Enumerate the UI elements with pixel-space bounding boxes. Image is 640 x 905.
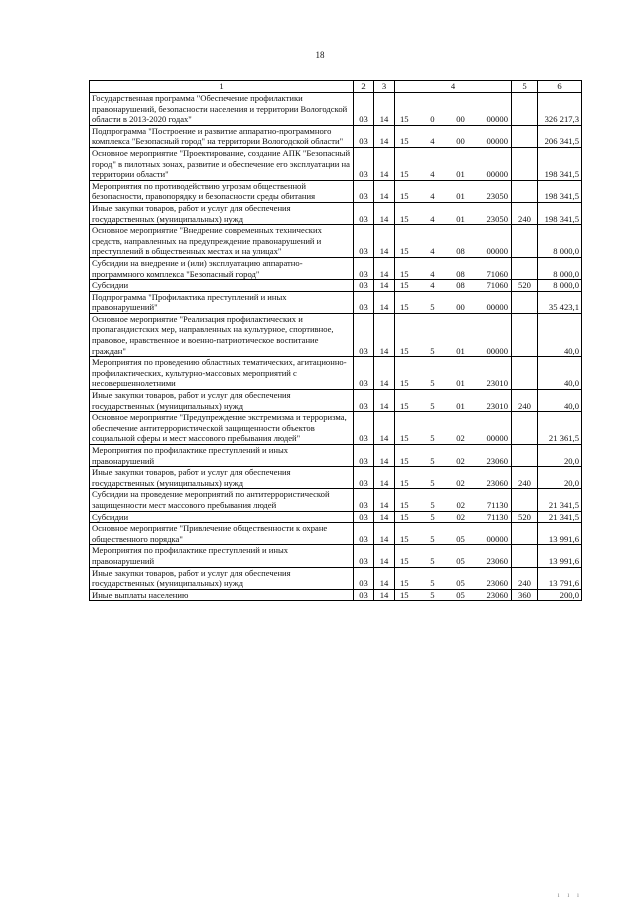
table-row: [90, 202, 582, 224]
row-sum: 40,0: [538, 313, 582, 356]
row-expense-type: [512, 291, 538, 313]
row-expense-type: [512, 445, 538, 467]
row-target-code: [395, 589, 512, 601]
row-podrazdel: 14: [374, 125, 395, 147]
target-code-parts: [395, 378, 511, 389]
row-razdel: 03: [354, 357, 374, 390]
row-name: Мероприятия по профилактике преступлений и иных правонарушений: [90, 545, 354, 567]
row-podrazdel: 14: [374, 523, 395, 545]
target-code-part: 5: [430, 589, 435, 600]
target-code-part: 05: [456, 589, 465, 600]
row-razdel: 03: [354, 225, 374, 258]
target-code-part: 02: [456, 455, 465, 466]
target-code-part: 5: [430, 455, 435, 466]
row-podrazdel: 14: [374, 147, 395, 180]
target-code-part: 71130: [486, 499, 508, 510]
row-razdel: 03: [354, 313, 374, 356]
target-code-parts: [395, 136, 511, 147]
row-razdel: 03: [354, 589, 374, 601]
table-row: [90, 567, 582, 589]
row-target-code: [395, 489, 512, 511]
target-code-parts: [395, 578, 511, 589]
table-row: [90, 523, 582, 545]
row-sum: 198 341,5: [538, 202, 582, 224]
target-code-part: 01: [456, 400, 465, 411]
row-razdel: 03: [354, 511, 374, 523]
target-code-part: 05: [456, 533, 465, 544]
target-code-part: 5: [430, 378, 435, 389]
target-code-part: 23010: [486, 400, 508, 411]
target-code-part: 5: [430, 477, 435, 488]
row-name: Основное мероприятие "Реализация профилактических и пропагандистских мер, направленных на культурное, спортивное, правовое, нравственное и военно-патриотическое воспитание граждан": [90, 313, 354, 356]
table-row: [90, 511, 582, 523]
target-code-part: 4: [430, 280, 435, 291]
row-expense-type: 360: [512, 589, 538, 601]
row-sum: 20,0: [538, 445, 582, 467]
row-target-code: [395, 313, 512, 356]
target-code-part: 05: [456, 555, 465, 566]
row-podrazdel: 14: [374, 390, 395, 412]
row-name: Субсидии: [90, 280, 354, 292]
target-code-part: 15: [400, 268, 409, 279]
target-code-part: 23060: [486, 455, 508, 466]
target-code-part: 15: [400, 433, 409, 444]
row-expense-type: 240: [512, 202, 538, 224]
target-code-parts: [395, 590, 511, 601]
row-expense-type: [512, 489, 538, 511]
target-code-part: 15: [400, 589, 409, 600]
row-name: Иные закупки товаров, работ и услуг для обеспечения государственных (муниципальных) нужд: [90, 467, 354, 489]
row-name: Мероприятия по противодействию угрозам общественной безопасности, правопорядку и безопасности среды обитания: [90, 180, 354, 202]
table-row: [90, 291, 582, 313]
target-code-parts: [395, 191, 511, 202]
row-target-code: [395, 202, 512, 224]
target-code-part: 15: [400, 246, 409, 257]
header-cell: 2: [354, 81, 374, 93]
target-code-part: 5: [430, 433, 435, 444]
target-code-part: 4: [430, 136, 435, 147]
row-razdel: 03: [354, 390, 374, 412]
target-code-part: 00: [456, 136, 465, 147]
table-row: [90, 93, 582, 126]
target-code-part: 71130: [486, 511, 508, 522]
table-row: [90, 257, 582, 279]
row-razdel: 03: [354, 445, 374, 467]
target-code-part: 4: [430, 268, 435, 279]
row-target-code: [395, 545, 512, 567]
row-podrazdel: 14: [374, 545, 395, 567]
row-expense-type: [512, 93, 538, 126]
row-sum: 200,0: [538, 589, 582, 601]
row-razdel: 03: [354, 280, 374, 292]
row-sum: 21 341,5: [538, 489, 582, 511]
page-number: 18: [315, 50, 325, 60]
row-podrazdel: 14: [374, 313, 395, 356]
row-razdel: 03: [354, 567, 374, 589]
row-podrazdel: 14: [374, 489, 395, 511]
target-code-parts: [395, 302, 511, 313]
row-name: Мероприятия по проведению областных тематических, агитационно-профилактических, культурно-массовых мероприятий с несовершеннолетними: [90, 357, 354, 390]
row-name: Иные закупки товаров, работ и услуг для обеспечения государственных (муниципальных) нужд: [90, 390, 354, 412]
table-row: [90, 225, 582, 258]
row-name: Основное мероприятие "Привлечение общественности к охране общественного порядка": [90, 523, 354, 545]
row-expense-type: [512, 257, 538, 279]
table-row: [90, 489, 582, 511]
row-razdel: 03: [354, 125, 374, 147]
row-name: Основное мероприятие "Проектирование, создание АПК "Безопасный город" в пилотных зонах, развитие и обеспечение его эксплуатации на территории области": [90, 147, 354, 180]
row-razdel: 03: [354, 147, 374, 180]
table-row: [90, 280, 582, 292]
row-name: Иные выплаты населению: [90, 589, 354, 601]
target-code-part: 00000: [486, 533, 508, 544]
row-expense-type: [512, 313, 538, 356]
target-code-parts: [395, 433, 511, 444]
row-podrazdel: 14: [374, 511, 395, 523]
row-expense-type: 520: [512, 511, 538, 523]
header-cell: 3: [374, 81, 395, 93]
target-code-part: 15: [400, 345, 409, 356]
target-code-part: 01: [456, 345, 465, 356]
row-name: Иные закупки товаров, работ и услуг для обеспечения государственных (муниципальных) нужд: [90, 567, 354, 589]
row-sum: 40,0: [538, 357, 582, 390]
target-code-part: 0: [430, 114, 435, 125]
target-code-part: 5: [430, 400, 435, 411]
row-razdel: 03: [354, 291, 374, 313]
row-expense-type: [512, 147, 538, 180]
target-code-parts: [395, 401, 511, 412]
row-sum: 13 791,6: [538, 567, 582, 589]
table-row: [90, 313, 582, 356]
row-sum: 8 000,0: [538, 257, 582, 279]
row-name: Иные закупки товаров, работ и услуг для обеспечения государственных (муниципальных) нужд: [90, 202, 354, 224]
row-expense-type: [512, 412, 538, 445]
row-podrazdel: 14: [374, 93, 395, 126]
target-code-part: 00: [456, 114, 465, 125]
target-code-part: 15: [400, 477, 409, 488]
row-podrazdel: 14: [374, 412, 395, 445]
row-podrazdel: 14: [374, 202, 395, 224]
row-sum: 21 361,5: [538, 412, 582, 445]
row-name: Основное мероприятие "Предупреждение экстремизма и терроризма, обеспечение антитеррористической защищенности объектов социальной сферы и мест массового пребывания людей": [90, 412, 354, 445]
row-name: Субсидии на проведение мероприятий по антитеррористической защищенности мест массового пребывания людей: [90, 489, 354, 511]
row-razdel: 03: [354, 489, 374, 511]
table-row: [90, 390, 582, 412]
header-row: [90, 81, 582, 93]
target-code-parts: [395, 280, 511, 291]
header-cell: 5: [512, 81, 538, 93]
row-podrazdel: 14: [374, 567, 395, 589]
row-podrazdel: 14: [374, 225, 395, 258]
target-code-part: 08: [456, 268, 465, 279]
header-cell: 4: [395, 81, 512, 93]
target-code-part: 02: [456, 433, 465, 444]
target-code-part: 15: [400, 114, 409, 125]
row-name: Субсидии на внедрение и (или) эксплуатацию аппаратно-программного комплекса "Безопасный город": [90, 257, 354, 279]
row-name: Подпрограмма "Профилактика преступлений и иных правонарушений": [90, 291, 354, 313]
target-code-part: 00: [456, 302, 465, 313]
row-expense-type: 240: [512, 390, 538, 412]
target-code-part: 15: [400, 400, 409, 411]
target-code-part: 23050: [486, 191, 508, 202]
row-name: Мероприятия по профилактике преступлений и иных правонарушений: [90, 445, 354, 467]
target-code-part: 15: [400, 302, 409, 313]
row-expense-type: 240: [512, 567, 538, 589]
target-code-parts: [395, 246, 511, 257]
target-code-part: 00000: [486, 433, 508, 444]
target-code-part: 23060: [486, 578, 508, 589]
target-code-parts: [395, 169, 511, 180]
row-expense-type: [512, 125, 538, 147]
row-name: Основное мероприятие "Внедрение современных технических средств, направленных на предупреждение правонарушений и преступлений в общественных местах и на улицах": [90, 225, 354, 258]
table-row: [90, 357, 582, 390]
target-code-part: 15: [400, 191, 409, 202]
row-sum: 198 341,5: [538, 180, 582, 202]
table-row: [90, 147, 582, 180]
row-target-code: [395, 93, 512, 126]
target-code-parts: [395, 534, 511, 545]
row-expense-type: [512, 180, 538, 202]
row-target-code: [395, 390, 512, 412]
row-target-code: [395, 257, 512, 279]
target-code-parts: [395, 478, 511, 489]
target-code-part: 5: [430, 511, 435, 522]
target-code-part: 23050: [486, 213, 508, 224]
row-podrazdel: 14: [374, 180, 395, 202]
target-code-part: 4: [430, 191, 435, 202]
row-expense-type: [512, 357, 538, 390]
target-code-part: 05: [456, 578, 465, 589]
target-code-part: 23060: [486, 555, 508, 566]
target-code-part: 00000: [486, 302, 508, 313]
row-sum: 326 217,3: [538, 93, 582, 126]
row-sum: 35 423,1: [538, 291, 582, 313]
target-code-part: 15: [400, 378, 409, 389]
target-code-part: 5: [430, 302, 435, 313]
row-expense-type: 240: [512, 467, 538, 489]
target-code-part: 01: [456, 169, 465, 180]
target-code-part: 15: [400, 280, 409, 291]
target-code-part: 02: [456, 499, 466, 510]
row-sum: 198 341,5: [538, 147, 582, 180]
row-target-code: [395, 147, 512, 180]
table-row: [90, 125, 582, 147]
target-code-part: 5: [430, 533, 435, 544]
target-code-part: 5: [430, 555, 435, 566]
target-code-parts: [395, 456, 511, 467]
target-code-parts: [395, 214, 511, 225]
row-razdel: 03: [354, 202, 374, 224]
target-code-part: 00000: [486, 345, 508, 356]
row-razdel: 03: [354, 467, 374, 489]
target-code-parts: [395, 500, 511, 511]
target-code-part: 00000: [486, 114, 508, 125]
target-code-part: 4: [430, 246, 435, 257]
row-sum: 20,0: [538, 467, 582, 489]
row-target-code: [395, 180, 512, 202]
row-sum: 206 341,5: [538, 125, 582, 147]
table-row: [90, 589, 582, 601]
row-sum: 40,0: [538, 390, 582, 412]
row-razdel: 03: [354, 257, 374, 279]
target-code-part: 15: [400, 455, 409, 466]
target-code-part: 08: [456, 280, 465, 291]
table-row: [90, 545, 582, 567]
target-code-part: 02: [456, 477, 465, 488]
target-code-part: 01: [456, 378, 465, 389]
row-expense-type: [512, 523, 538, 545]
row-podrazdel: 14: [374, 589, 395, 601]
target-code-part: 00000: [486, 169, 508, 180]
target-code-part: 23060: [486, 589, 508, 600]
row-target-code: [395, 445, 512, 467]
row-target-code: [395, 523, 512, 545]
row-sum: 13 991,6: [538, 545, 582, 567]
row-razdel: 03: [354, 523, 374, 545]
table-row: [90, 412, 582, 445]
row-razdel: 03: [354, 93, 374, 126]
target-code-parts: [395, 346, 511, 357]
row-podrazdel: 14: [374, 445, 395, 467]
row-razdel: 03: [354, 180, 374, 202]
row-target-code: [395, 412, 512, 445]
target-code-part: 15: [400, 578, 409, 589]
row-podrazdel: 14: [374, 467, 395, 489]
row-expense-type: [512, 225, 538, 258]
target-code-part: 00000: [486, 246, 508, 257]
target-code-parts: [395, 556, 511, 567]
target-code-part: 08: [456, 246, 465, 257]
target-code-part: 23010: [486, 378, 508, 389]
target-code-part: 15: [400, 169, 409, 180]
row-target-code: [395, 291, 512, 313]
target-code-part: 5: [430, 499, 435, 510]
target-code-part: 15: [400, 213, 409, 224]
target-code-part: 15: [400, 555, 409, 566]
row-expense-type: 520: [512, 280, 538, 292]
row-razdel: 03: [354, 545, 374, 567]
row-target-code: [395, 357, 512, 390]
target-code-part: 5: [430, 578, 435, 589]
row-target-code: [395, 125, 512, 147]
header-cell: 6: [538, 81, 582, 93]
target-code-part: 4: [430, 169, 435, 180]
row-sum: 21 341,5: [538, 511, 582, 523]
row-sum: 8 000,0: [538, 225, 582, 258]
row-target-code: [395, 280, 512, 292]
target-code-part: 15: [400, 499, 409, 510]
target-code-part: 02: [456, 511, 466, 522]
row-sum: 8 000,0: [538, 280, 582, 292]
table-row: [90, 467, 582, 489]
target-code-part: 71060: [486, 268, 508, 279]
row-name: Субсидии: [90, 511, 354, 523]
row-target-code: [395, 511, 512, 523]
target-code-part: 71060: [486, 280, 508, 291]
row-sum: 13 991,6: [538, 523, 582, 545]
target-code-part: 5: [430, 345, 435, 356]
table-row: [90, 445, 582, 467]
row-target-code: [395, 225, 512, 258]
table-row: [90, 180, 582, 202]
row-podrazdel: 14: [374, 291, 395, 313]
row-name: Подпрограмма "Построение и развитие аппаратно-программного комплекса "Безопасный город" на территории Вологодской области": [90, 125, 354, 147]
target-code-part: 01: [456, 213, 465, 224]
target-code-parts: [395, 512, 511, 523]
target-code-part: 15: [400, 136, 409, 147]
target-code-part: 15: [400, 533, 409, 544]
row-target-code: [395, 567, 512, 589]
row-razdel: 03: [354, 412, 374, 445]
row-target-code: [395, 467, 512, 489]
row-name: Государственная программа "Обеспечение профилактики правонарушений, безопасности населения и территории Вологодской области в 2013-2020 годах": [90, 93, 354, 126]
target-code-part: 01: [456, 191, 465, 202]
target-code-parts: [395, 269, 511, 280]
header-cell: 1: [90, 81, 354, 93]
target-code-parts: [395, 114, 511, 125]
target-code-part: 23060: [486, 477, 508, 488]
row-podrazdel: 14: [374, 357, 395, 390]
target-code-part: 4: [430, 213, 435, 224]
target-code-part: 15: [400, 511, 409, 522]
row-podrazdel: 14: [374, 280, 395, 292]
row-expense-type: [512, 545, 538, 567]
row-podrazdel: 14: [374, 257, 395, 279]
scan-footer-mark: ı ı ı: [557, 891, 582, 899]
target-code-part: 00000: [486, 136, 508, 147]
budget-table: [89, 80, 582, 601]
